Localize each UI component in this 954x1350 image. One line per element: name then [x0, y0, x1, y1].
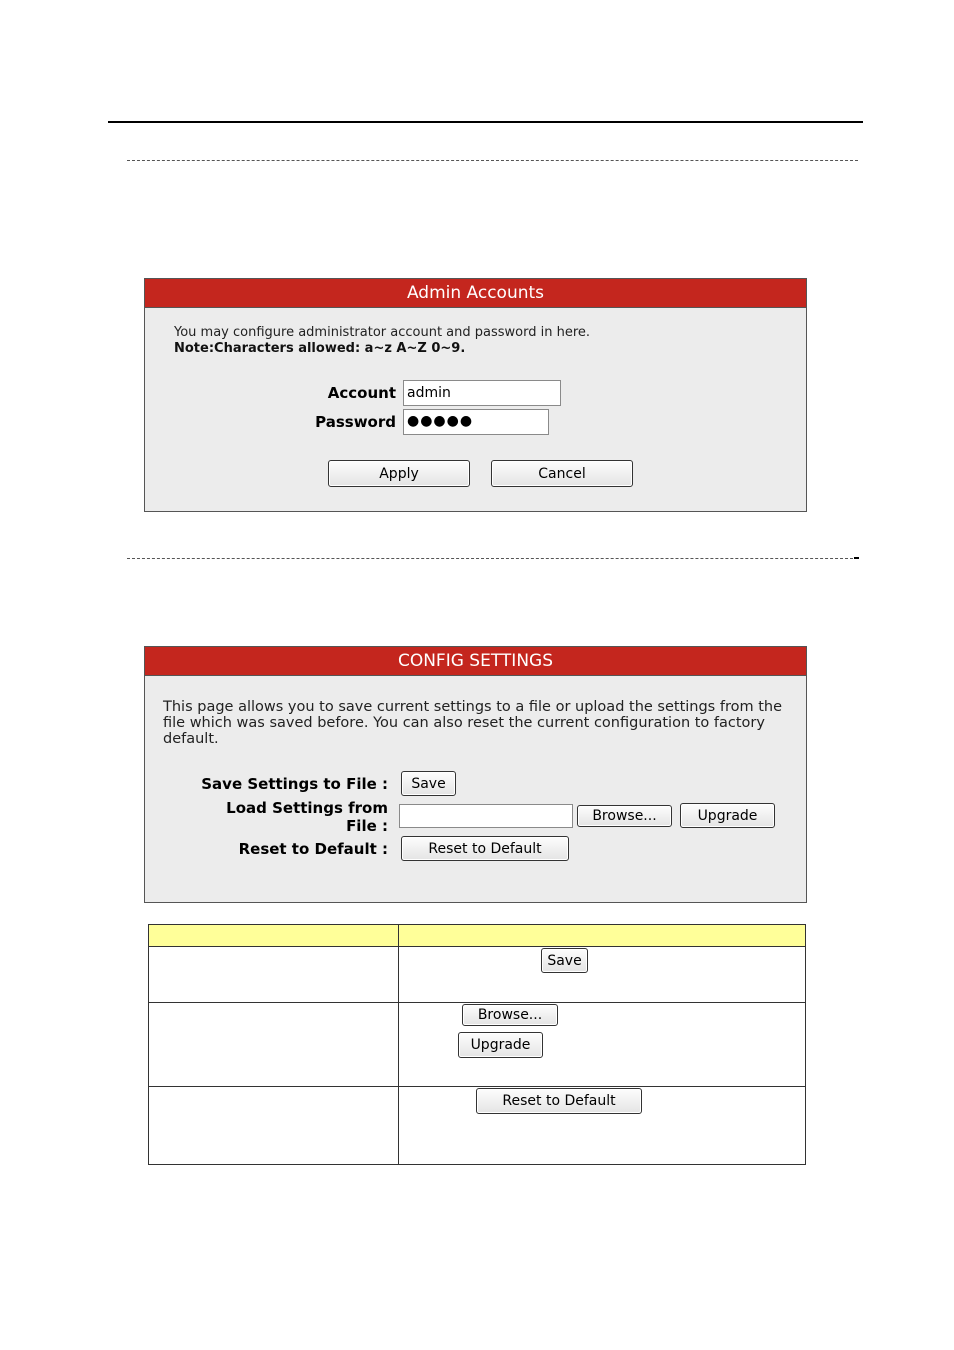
- password-label: Password: [315, 413, 396, 431]
- table-row: [149, 1087, 806, 1165]
- browse-button[interactable]: Browse...: [577, 805, 672, 827]
- account-input[interactable]: [403, 380, 561, 406]
- table-header-cell: [399, 925, 806, 947]
- table-header-row: [149, 925, 806, 947]
- table-reset-button[interactable]: Reset to Default: [476, 1088, 642, 1114]
- apply-button[interactable]: Apply: [328, 460, 470, 487]
- config-intro-text: This page allows you to save current settings to a file or upload the settings from the file which was saved before. You can also reset the current configuration to factory default.: [163, 699, 782, 747]
- load-settings-label-line1: Load Settings from: [226, 799, 388, 817]
- table-cell: [399, 1087, 806, 1165]
- table-cell: [149, 1087, 399, 1165]
- config-settings-title: CONFIG SETTINGS: [145, 647, 806, 676]
- save-button[interactable]: Save: [401, 771, 456, 796]
- top-rule: [108, 121, 863, 123]
- section-divider-2: [127, 558, 853, 559]
- account-label: Account: [327, 384, 396, 402]
- table-row: [149, 947, 806, 1003]
- file-path-input[interactable]: [399, 804, 573, 828]
- description-table: [148, 924, 806, 1165]
- upgrade-button[interactable]: Upgrade: [680, 803, 775, 828]
- section-divider-1: [127, 160, 858, 161]
- section-divider-2-tail: [854, 557, 859, 559]
- table-save-button[interactable]: Save: [541, 948, 588, 973]
- table-row: [149, 1003, 806, 1087]
- password-input[interactable]: ●●●●●: [403, 409, 549, 435]
- cancel-button[interactable]: Cancel: [491, 460, 633, 487]
- admin-note-text: Note:Characters allowed: a~z A~Z 0~9.: [174, 341, 466, 356]
- load-settings-label-line2: File :: [346, 817, 388, 835]
- config-settings-panel: [144, 646, 807, 903]
- table-cell: [149, 947, 399, 1003]
- reset-default-label: Reset to Default :: [238, 840, 388, 858]
- admin-accounts-title: Admin Accounts: [145, 279, 806, 308]
- table-cell: [399, 1003, 806, 1087]
- admin-intro-text: You may configure administrator account and password in here.: [174, 325, 591, 340]
- table-cell: [399, 947, 806, 1003]
- table-upgrade-button[interactable]: Upgrade: [458, 1032, 543, 1058]
- table-browse-button[interactable]: Browse...: [462, 1004, 558, 1026]
- admin-accounts-panel: [144, 278, 807, 512]
- table-cell: [149, 1003, 399, 1087]
- reset-to-default-button[interactable]: Reset to Default: [401, 836, 569, 861]
- save-settings-label: Save Settings to File :: [201, 775, 388, 793]
- table-header-cell: [149, 925, 399, 947]
